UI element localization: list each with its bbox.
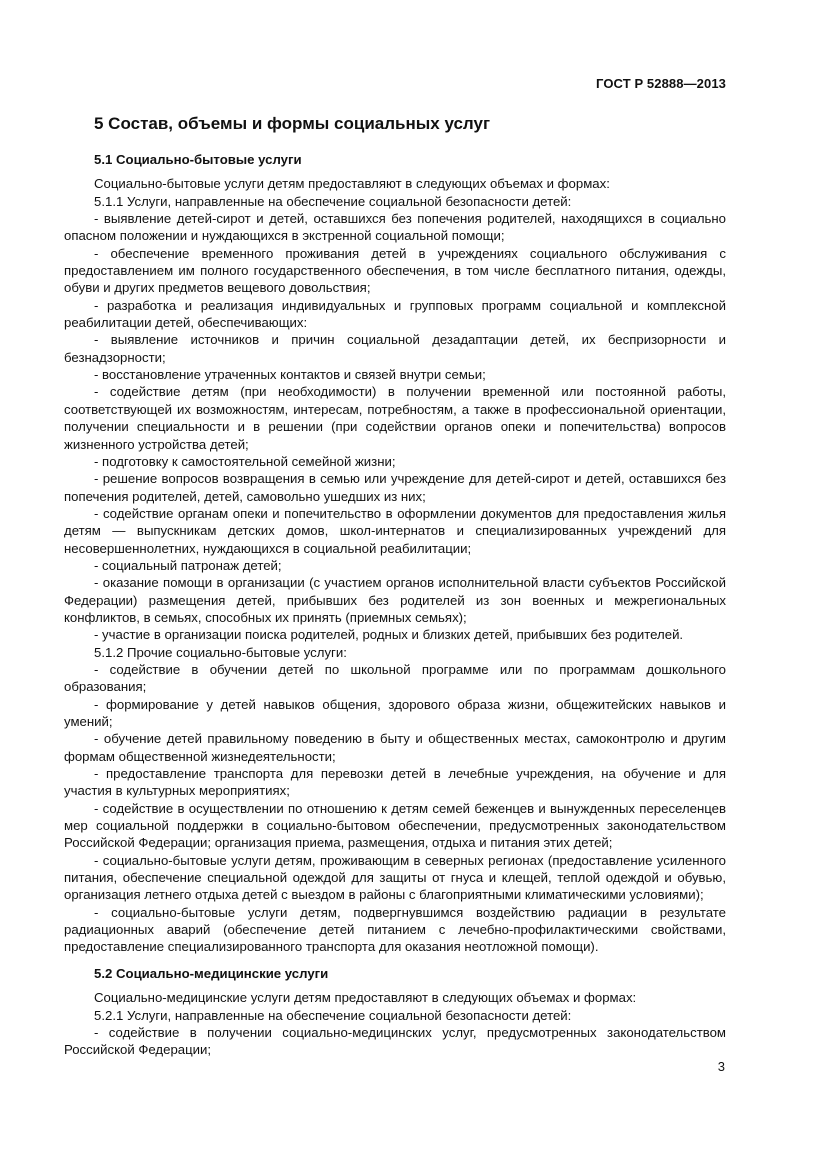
list-item: - обучение детей правильному поведению в быту и общественных местах, самоконтролю и другим формам общественной жизнедеятельности; (64, 731, 726, 764)
list-item: - решение вопросов возвращения в семью или учреждение для детей-сирот и детей, оставшихся без попечения родителей, детей, самовольно ушедших из них; (64, 471, 726, 504)
paragraph: Социально-медицинские услуги детям предоставляют в следующих объемах и формах: (94, 990, 637, 1006)
list-item: - восстановление утраченных контактов и связей внутри семьи; (94, 367, 486, 383)
document-code: ГОСТ Р 52888—2013 (596, 76, 726, 91)
page-number: 3 (717, 1059, 725, 1074)
list-item: - социально-бытовые услуги детям, подвергнувшимся воздействию радиации в результате радиационных аварий (обеспечение детей питанием с лечебно-профилактическими свойствами, предоставление специализированного транспорта для оказания неотложной помощи). (64, 904, 726, 955)
section-title: 5 Состав, объемы и формы социальных услуг (94, 114, 491, 133)
paragraph: 5.1.2 Прочие социально-бытовые услуги: (94, 644, 347, 660)
subsection-title-social-household: 5.1 Социально-бытовые услуги (94, 152, 302, 167)
list-item: - содействие в получении социально-медицинских услуг, предусмотренных законодательством Российской Федерации; (64, 1024, 726, 1058)
list-item: - содействие органам опеки и попечительство в оформлении документов для предоставления жилья детям — выпускникам детских домов, школ-интернатов и специализированных учреждений для несовершеннолетних, нуждающихся в социальной реабилитации; (64, 505, 726, 556)
list-item: - оказание помощи в организации (с участием органов исполнительной власти субъектов Российской Федерации) размещения детей, прибывших без родителей из зон военных и межрегиональных конфликтов, в семьях, способных их принять (приемных семьях); (64, 575, 726, 625)
list-item: - социальный патронаж детей; (94, 557, 282, 573)
list-item: - подготовку к самостоятельной семейной жизни; (94, 453, 396, 469)
subsection-title-social-medical: 5.2 Социально-медицинские услуги (94, 965, 329, 981)
list-item: - выявление источников и причин социальной дезадаптации детей, их беспризорности и безнадзорности; (64, 332, 726, 365)
list-item: - содействие детям (при необходимости) в получении временной или постоянной работы, соответствующей их возможностям, интересам, потребностям, а также в профессиональной ориентации, получении специальности и в решении (при содействии органов опеки и попечительства) вопросов жизненного устройства детей; (64, 384, 726, 452)
paragraph: Социально-бытовые услуги детям предоставляют в следующих объемах и формах: (94, 176, 610, 192)
paragraph: 5.1.1 Услуги, направленные на обеспечение социальной безопасности детей: (94, 193, 572, 209)
list-item: - содействие в обучении детей по школьной программе или по программам дошкольного образования; (64, 661, 726, 695)
list-item: - содействие в осуществлении по отношению к детям семей беженцев и вынужденных переселенцев мер социальной поддержки в социально-бытовом обеспечении, предусмотренных законодательством Российской Федерации; организация приема, размещения, отдыха и питания этих детей; (64, 800, 726, 851)
list-item: - предоставление транспорта для перевозки детей в лечебные учреждения, на обучение и для участия в культурных мероприятиях; (64, 766, 726, 799)
list-item: - разработка и реализация индивидуальных и групповых программ социальной и комплексной реабилитации детей, обеспечивающих: (64, 297, 726, 331)
list-item: - формирование у детей навыков общения, здорового образа жизни, общежитейских навыков и умений; (64, 696, 726, 729)
paragraph: 5.2.1 Услуги, направленные на обеспечение социальной безопасности детей: (94, 1007, 572, 1023)
page-content (64, 113, 726, 1059)
list-item: - выявление детей-сирот и детей, оставшихся без попечения родителей, находящихся в социально опасном положении и нуждающихся в экстренной социальной помощи; (64, 211, 726, 244)
list-item: - обеспечение временного проживания детей в учреждениях социального обслуживания с предоставлением им полного государственного обеспечения, в том числе бесплатного питания, одежды, обуви и других предметов вещевого довольствия; (64, 245, 726, 296)
list-item: - социально-бытовые услуги детям, проживающим в северных регионах (предоставление усиленного питания, обеспечение специальной одеждой для защиты от гнуса и клещей, теплой одеждой и обувью, организация летнего отдыха детей с выездом в районы с благоприятными климатическими условиями); (64, 852, 726, 903)
list-item: - участие в организации поиска родителей, родных и близких детей, прибывших без родителей. (94, 627, 684, 643)
